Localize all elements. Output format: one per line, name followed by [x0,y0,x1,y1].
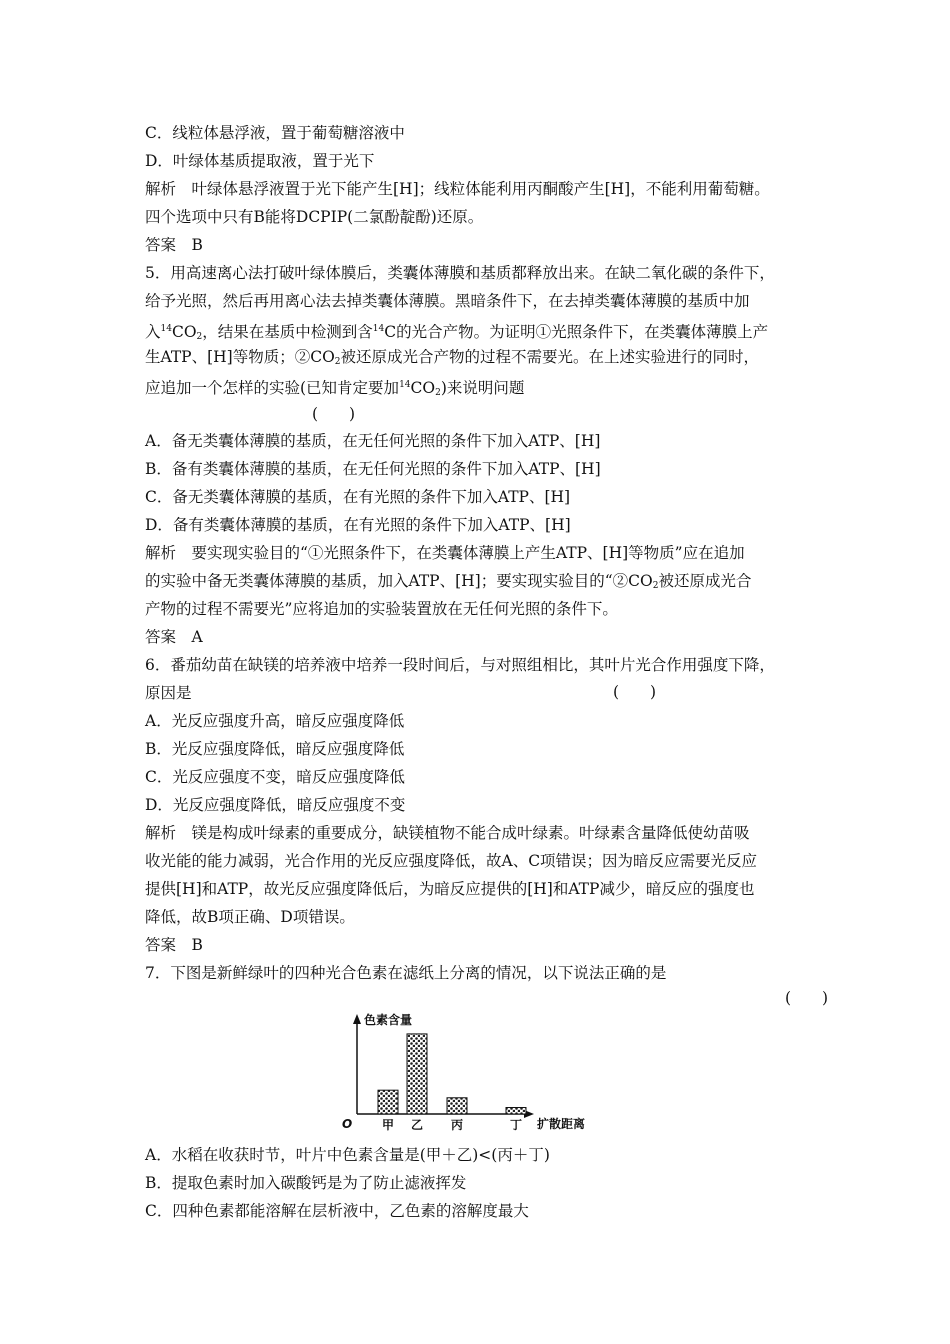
q5-l3-b: CO [171,323,197,341]
q7-option-b: B．提取色素时加入碳酸钙是为了防止滤液挥发 [145,1174,467,1192]
q5-an2-b: 被还原成光合 [658,572,752,590]
q6-answer-parentheses: ( ) [613,683,657,701]
q5-l3-sup1: 14 [160,324,172,334]
q5-option-d: D．备有类囊体薄膜的基质，在有光照的条件下加入ATP、[H] [145,516,571,534]
x-axis-label: 扩散距离 [537,1117,586,1131]
q4-option-c: C．线粒体悬浮液，置于葡萄糖溶液中 [145,124,405,142]
x-tick-label-3: 丙 [450,1118,464,1132]
q5-option-c: C．备无类囊体薄膜的基质，在有光照的条件下加入ATP、[H] [145,488,571,506]
q4-option-d: D．叶绿体基质提取液，置于光下 [145,152,375,170]
q6-answer: 答案 B [145,936,203,954]
q6-stem-line-2: 原因是 [145,684,192,702]
q5-stem-line-3 [145,319,768,347]
q6-analysis-line-2: 收光能的能力减弱，光合作用的光反应强度降低，故A、C项错误；因为暗反应需要光反应 [145,852,758,870]
q5-stem-line-4 [145,347,759,372]
q5-analysis-line-2 [145,571,751,596]
q5-l5-a: 应追加一个怎样的实验(已知肯定要加 [145,379,400,397]
bar-2 [407,1034,427,1114]
q5-l3-a: 入 [145,323,161,341]
bar-3 [447,1098,467,1114]
q5-option-a: A．备无类囊体薄膜的基质，在无任何光照的条件下加入ATP、[H] [145,432,601,450]
pigment-separation-chart [330,1012,610,1136]
y-axis-label: 色素含量 [364,1013,413,1027]
q5-l5-sub: 2 [435,388,441,398]
q5-an2-sub: 2 [652,581,659,591]
q5-l4-b: 被还原成光合产物的过程不需要光。在上述实验进行的同时， [340,348,760,366]
q6-option-a: A．光反应强度升高，暗反应强度降低 [145,712,405,730]
q5-an2-a: 的实验中备无类囊体薄膜的基质，加入ATP、[H]；要实现实验目的“②CO [145,572,653,590]
q5-l3-sub1: 2 [196,332,203,342]
q5-l3-sup2: 14 [372,324,385,334]
q6-option-c: C．光反应强度不变，暗反应强度降低 [145,768,405,786]
x-tick-label-2: 乙 [410,1118,424,1132]
q5-analysis-line-3: 产物的过程不需要光”应将追加的实验装置放在无任何光照的条件下。 [145,600,618,618]
y-axis-arrow [353,1014,361,1024]
x-tick-label-1: 甲 [381,1118,395,1132]
q5-stem-line-5 [145,375,524,403]
q5-l4-sub: 2 [334,357,341,367]
q5-l5-c: )来说明问题 [440,379,525,397]
q5-l5-b: CO [410,379,436,397]
q7-answer-parentheses: ( ) [785,989,829,1007]
q7-option-a: A．水稻在收获时节，叶片中色素含量是(甲＋乙)<(丙＋丁) [145,1146,550,1164]
q5-l5-sup: 14 [399,380,411,390]
q7-option-c: C．四种色素都能溶解在层析液中，乙色素的溶解度最大 [145,1202,529,1220]
q6-option-d: D．光反应强度降低，暗反应强度不变 [145,796,406,814]
q6-analysis-line-3: 提供[H]和ATP，故光反应强度降低后，为暗反应提供的[H]和ATP减少，暗反应的强度也 [145,880,755,898]
q5-stem-line-1: 5．用高速离心法打破叶绿体膜后，类囊体薄膜和基质都释放出来。在缺二氧化碳的条件下， [145,264,775,282]
q7-stem-line-1: 7．下图是新鲜绿叶的四种光合色素在滤纸上分离的情况，以下说法正确的是 [145,964,667,982]
q6-stem-line-1: 6．番茄幼苗在缺镁的培养液中培养一段时间后，与对照组相比，其叶片光合作用强度下降， [145,656,775,674]
q5-analysis-line-1: 解析 要实现实验目的“①光照条件下，在类囊体薄膜上产生ATP、[H]等物质”应在追加 [145,544,745,562]
x-tick-label-4: 丁 [509,1118,523,1132]
origin-label: O [342,1117,353,1131]
q5-stem-line-2: 给予光照，然后再用离心法去掉类囊体薄膜。黑暗条件下，在去掉类囊体薄膜的基质中加 [145,292,750,310]
q5-l4-a: 生ATP、[H]等物质；②CO [145,348,335,366]
bar-1 [378,1090,398,1114]
q5-answer: 答案 A [145,628,203,646]
q6-option-b: B．光反应强度降低，暗反应强度降低 [145,740,405,758]
q5-l3-d: C的光合产物。为证明①光照条件下，在类囊体薄膜上产 [384,323,769,341]
q5-option-b: B．备有类囊体薄膜的基质，在无任何光照的条件下加入ATP、[H] [145,460,601,478]
q4-analysis-line-1: 解析 叶绿体悬浮液置于光下能产生[H]；线粒体能利用丙酮酸产生[H]，不能利用葡萄糖。 [145,180,770,198]
q6-analysis-line-4: 降低，故B项正确、D项错误。 [145,908,355,926]
q4-analysis-line-2: 四个选项中只有B能将DCPIP(二氯酚靛酚)还原。 [145,208,484,226]
q5-answer-parentheses: ( ) [312,405,356,423]
bar-4 [506,1108,526,1114]
q6-analysis-line-1: 解析 镁是构成叶绿素的重要成分，缺镁植物不能合成叶绿素。叶绿素含量降低使幼苗吸 [145,824,750,842]
q5-l3-c: ，结果在基质中检测到含 [202,323,373,341]
q4-answer: 答案 B [145,236,203,254]
